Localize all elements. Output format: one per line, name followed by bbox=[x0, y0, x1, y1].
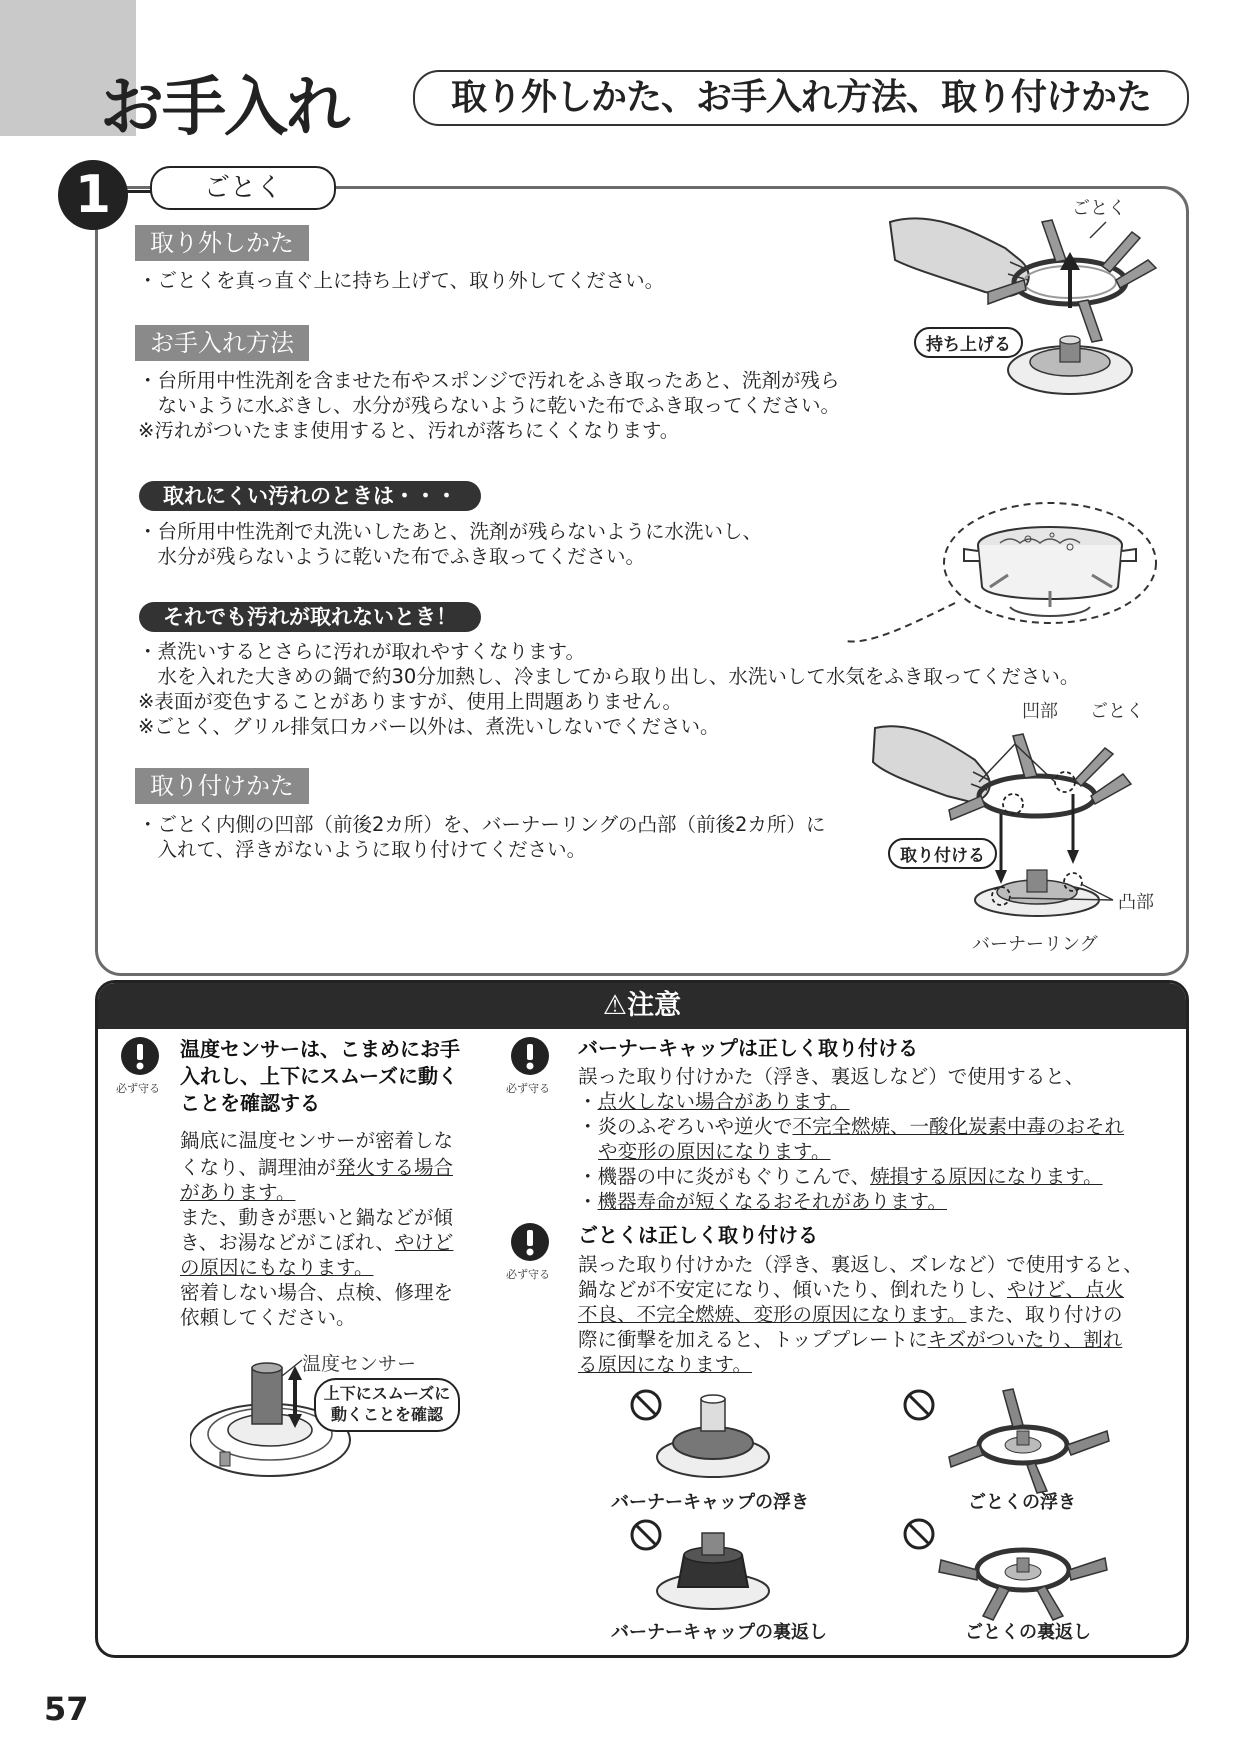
removal-text: ・ごとくを真っ直ぐ上に持ち上げて、取り外してください。 bbox=[138, 269, 665, 292]
fig3-attach-tag: 取り付ける bbox=[888, 838, 997, 869]
care-line-2: ないように水ぶきし、水分が残らないように乾いた布でふき取ってください。 bbox=[138, 394, 841, 417]
cap-floating-illustration bbox=[628, 1385, 778, 1485]
caution1-line-7: 密着しない場合、点検、修理を bbox=[180, 1281, 454, 1304]
lift-gotoku-illustration bbox=[880, 200, 1180, 410]
must-observe-label: 必ず守る bbox=[506, 1082, 550, 1095]
caption-gotoku-floating: ごとくの浮き bbox=[968, 1492, 1076, 1513]
caution1-line-8: 依頼してください。 bbox=[180, 1306, 356, 1329]
attach-label: 取り付けかた bbox=[135, 768, 309, 804]
caution2-heading: バーナーキャップは正しく取り付ける bbox=[578, 1036, 918, 1060]
caution3-line-4: 際に衝撃を加えると、トッププレートにキズがついたり、割れ bbox=[578, 1328, 1123, 1351]
still-line-4: ※ごとく、グリル排気口カバー以外は、煮洗いしないでください。 bbox=[138, 715, 720, 738]
must-observe-label: 必ず守る bbox=[506, 1268, 550, 1281]
caution-header bbox=[98, 983, 1186, 1029]
care-line-3: ※汚れがついたまま使用すると、汚れが落ちにくくなります。 bbox=[138, 419, 680, 442]
caution2-bullet-2: ・炎のふぞろいや逆火で不完全燃焼、一酸化炭素中毒のおそれ bbox=[578, 1115, 1125, 1138]
caution1-line-5: き、お湯などがこぼれ、やけど bbox=[180, 1231, 454, 1254]
fig3-gotoku-label: ごとく bbox=[1090, 701, 1144, 722]
tough-stain-label: 取れにくい汚れのときは・・・ bbox=[139, 481, 481, 511]
gotoku-floating-illustration bbox=[895, 1375, 1125, 1495]
must-observe-icon bbox=[510, 1222, 550, 1262]
care-label: お手入れ方法 bbox=[135, 325, 309, 361]
fig3-ring-label: バーナーリング bbox=[972, 934, 1098, 955]
caution1-heading-2: 入れし、上下にスムーズに動く bbox=[180, 1064, 458, 1088]
still-line-1: ・煮洗いするとさらに汚れが取れやすくなります。 bbox=[138, 640, 585, 663]
caution1-line-6: の原因にもなります。 bbox=[180, 1256, 374, 1279]
caution1-line-1: 鍋底に温度センサーが密着しな bbox=[180, 1129, 454, 1152]
sensor-note-line-1: 上下にスムーズに bbox=[323, 1384, 451, 1403]
attach-gotoku-illustration bbox=[855, 700, 1155, 920]
caution2-bullet-4: ・機器寿命が短くなるおそれがあります。 bbox=[578, 1190, 947, 1213]
still-stain-label: それでも汚れが取れないとき！ bbox=[139, 602, 481, 632]
section-number: 1 bbox=[58, 160, 128, 230]
caution2-bullet-3: ・機器の中に炎がもぐりこんで、焼損する原因になります。 bbox=[578, 1165, 1103, 1188]
caution2-bullet-2-cont: や変形の原因になります。 bbox=[598, 1140, 831, 1163]
caution3-heading: ごとくは正しく取り付ける bbox=[578, 1223, 818, 1247]
caution2-line-1: 誤った取り付けかた（浮き、裏返しなど）で使用すると、 bbox=[578, 1065, 1085, 1088]
sensor-note-line-2: 動くことを確認 bbox=[330, 1405, 443, 1424]
attach-line-1: ・ごとく内側の凹部（前後2カ所）を、バーナーリングの凸部（前後2カ所）に bbox=[138, 813, 826, 836]
tough-line-1: ・台所用中性洗剤で丸洗いしたあと、洗剤が残らないように水洗いし、 bbox=[138, 520, 763, 543]
number-connector bbox=[126, 190, 152, 193]
caution1-line-2: くなり、調理油が発火する場合 bbox=[180, 1156, 454, 1179]
caution3-line-2: 鍋などが不安定になり、傾いたり、倒れたりし、やけど、点火 bbox=[578, 1278, 1125, 1301]
fig1-lift-tag: 持ち上げる bbox=[914, 327, 1023, 358]
caution2-bullet-1: ・点火しない場合があります。 bbox=[578, 1090, 850, 1113]
must-observe-label: 必ず守る bbox=[116, 1082, 160, 1095]
fig1-gotoku-label: ごとく bbox=[1072, 198, 1126, 219]
caution-title: 注意 bbox=[627, 990, 682, 1021]
gotoku-upside-down-illustration bbox=[895, 1510, 1125, 1625]
boiling-pot-illustration bbox=[840, 495, 1160, 655]
caution3-line-1: 誤った取り付けかた（浮き、裏返し、ズレなど）で使用すると、 bbox=[578, 1253, 1143, 1276]
caption-cap-upside-down: バーナーキャップの裏返し bbox=[611, 1622, 827, 1643]
caption-cap-floating: バーナーキャップの浮き bbox=[611, 1492, 809, 1513]
caution1-heading-1: 温度センサーは、こまめにお手 bbox=[180, 1037, 460, 1061]
attach-line-2: 入れて、浮きがないように取り付けてください。 bbox=[138, 838, 587, 861]
page-number: 57 bbox=[44, 1690, 89, 1728]
tough-line-2: 水分が残らないように乾いた布でふき取ってください。 bbox=[138, 545, 646, 568]
fig3-concave-label: 凹部 bbox=[1022, 701, 1058, 722]
caution3-line-3: 不良、不完全燃焼、変形の原因になります。また、取り付けの bbox=[578, 1303, 1123, 1326]
caution1-line-3: があります。 bbox=[180, 1181, 296, 1204]
removal-label: 取り外しかた bbox=[135, 225, 309, 261]
sensor-note-bubble bbox=[314, 1378, 460, 1432]
must-observe-icon bbox=[120, 1036, 160, 1076]
page-title: お手入れ bbox=[100, 71, 348, 145]
page-subtitle: 取り外しかた、お手入れ方法、取り付けかた bbox=[413, 70, 1189, 126]
care-line-1: ・台所用中性洗剤を含ませた布やスポンジで汚れをふき取ったあと、洗剤が残ら bbox=[138, 369, 840, 392]
caution1-heading-3: ことを確認する bbox=[180, 1091, 320, 1115]
sensor-label: 温度センサー bbox=[302, 1353, 417, 1375]
caution1-line-4: また、動きが悪いと鍋などが傾 bbox=[180, 1206, 454, 1229]
must-observe-icon bbox=[510, 1036, 550, 1076]
section-tag: ごとく bbox=[150, 166, 336, 210]
still-line-3: ※表面が変色することがありますが、使用上問題ありません。 bbox=[138, 690, 683, 713]
caption-gotoku-upside-down: ごとくの裏返し bbox=[965, 1622, 1091, 1643]
cap-upside-down-illustration bbox=[628, 1515, 778, 1615]
fig3-convex-label: 凸部 bbox=[1118, 892, 1154, 913]
still-line-2: 水を入れた大きめの鍋で約30分加熱し、冷ましてから取り出し、水洗いして水気をふき取ってください。 bbox=[138, 665, 1080, 688]
caution3-line-5: る原因になります。 bbox=[578, 1353, 752, 1376]
warning-triangle-icon: ⚠ bbox=[602, 990, 628, 1021]
